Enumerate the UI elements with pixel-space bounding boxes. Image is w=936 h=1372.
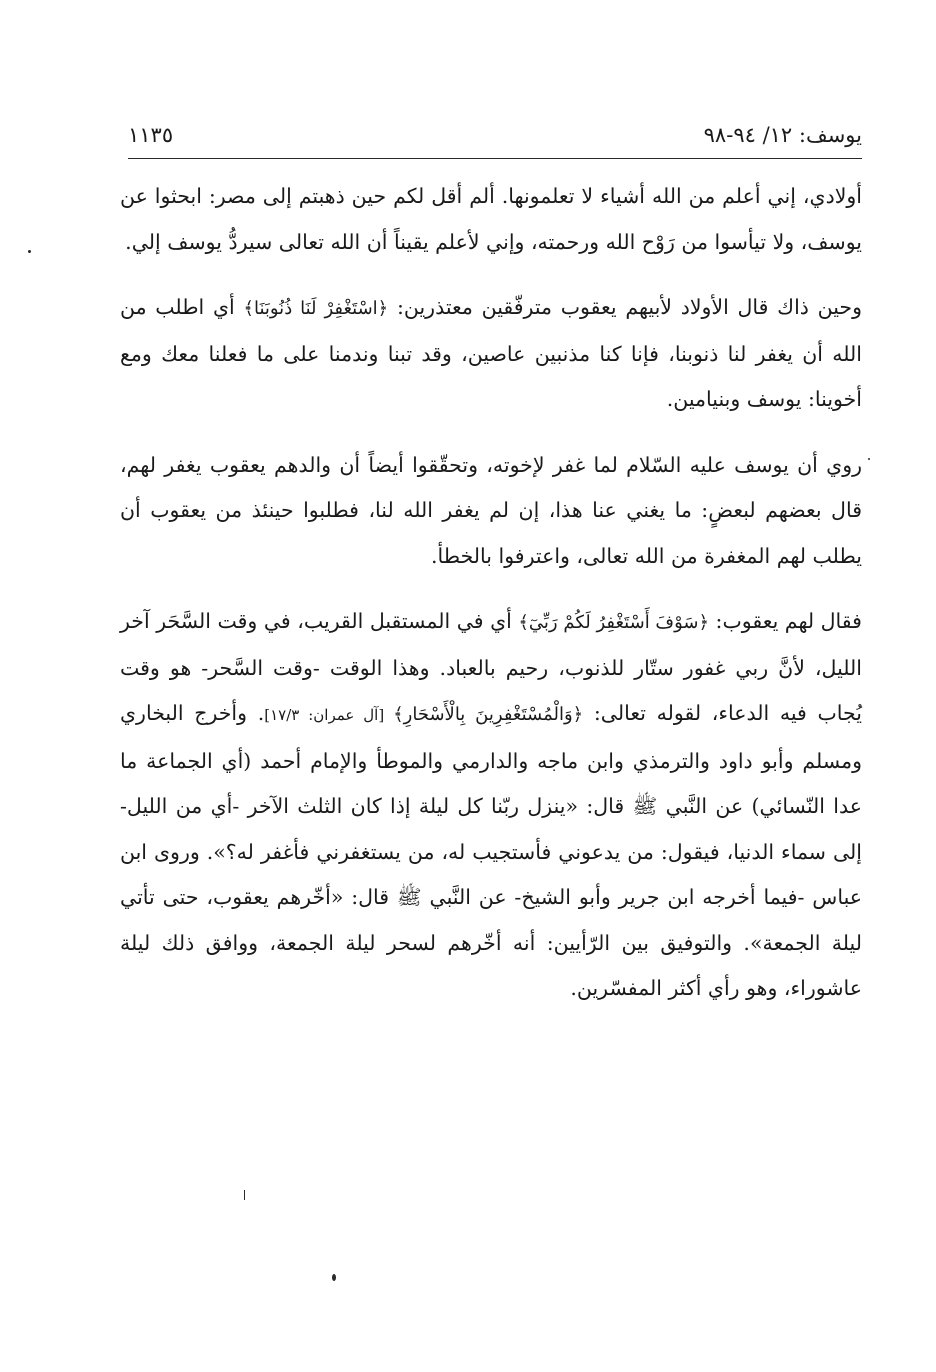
page-number: ١١٣٥ — [128, 123, 174, 147]
paragraph-text: . وأخرج البخاري ومسلم وأبو داود والترمذي وابن ماجه والدارمي والموطأ والإمام أحمد (أي الجماعة ما عدا النّسائي) عن النَّبي ﷺ قال: «ينزل ربّنا كل ليلة إذا كان الثلث الآخر -أي من الليل- إلى سماء الدنيا، فيقول: من يدعوني فأستجيب له، من يستغفرني فأغفر له؟». وروى ابن عباس -فيما أخرجه ابن جرير وأبو الشيخ- عن النَّبي ﷺ قال: «أخّرهم يعقوب، حتى تأتي ليلة الجمعة». والتوفيق بين الرّأيين: أنه أخّرهم لسحر ليلة الجمعة، ووافق ذلك ليلة عاشوراء، وهو رأي أكثر المفسّرين. — [120, 701, 862, 1000]
paragraph — [120, 599, 862, 1012]
quran-verse: ﴿وَالْمُسْتَغْفِرِينَ بِالْأَسْحَارِ﴾ — [393, 704, 584, 725]
scan-speck — [28, 250, 31, 253]
paragraph — [120, 443, 862, 580]
paragraph-text: وحين ذاك قال الأولاد لأبيهم يعقوب مترفّقين معتذرين: — [388, 295, 862, 319]
paragraph — [120, 285, 862, 423]
scan-speck — [868, 458, 870, 460]
header-rule — [128, 158, 862, 159]
page-header — [128, 118, 862, 158]
running-head: يوسف: ١٢/ ٩٤-٩٨ — [703, 123, 862, 147]
scan-speck — [244, 1190, 245, 1200]
paragraph — [120, 174, 862, 265]
paragraph-text: أي في المستقبل القريب، في وقت السَّحَر آخر الليل، لأنَّ ربي غفور ستّار للذنوب، رحيم بالعباد. وهذا الوقت -وقت السَّحر- هو وقت يُجاب فيه الدعاء، لقوله تعالى: — [120, 609, 862, 725]
paragraph-text: أولادي، إني أعلم من الله أشياء لا تعلمونها. ألم أقل لكم حين ذهبتم إلى مصر: ابحثوا عن يوسف، ولا تيأسوا من رَوْح الله ورحمته، وإني لأعلم يقيناً أن الله تعالى سيردُّ يوسف إلي. — [120, 184, 862, 254]
scan-speck — [332, 1274, 336, 1281]
paragraph-text: روي أن يوسف عليه السّلام لما غفر لإخوته، وتحقّقوا أيضاً أن والدهم يعقوب يغفر لهم، قال بعضهم لبعضٍ: ما يغني عنا هذا، إن لم يغفر الله لنا، فطلبوا حينئذ من يعقوب أن يطلب لهم المغفرة من الله تعالى، واعترفوا بالخطأ. — [120, 452, 862, 568]
body-text — [120, 174, 862, 1012]
paragraph-text: أي اطلب من الله أن يغفر لنا ذنوبنا، فإنا كنا مذنبين عاصين، وقد تبنا وندمنا على ما فعلنا معك ومع أخوينا: يوسف وبنيامين. — [120, 295, 862, 411]
quran-verse: ﴿اسْتَغْفِرْ لَنَا ذُنُوبَنَا﴾ — [243, 298, 389, 319]
quran-verse: ﴿سَوْفَ أَسْتَغْفِرُ لَكُمْ رَبِّيٓ﴾ — [518, 612, 710, 633]
verse-citation: [آل عمران: ١٧/٣] — [264, 706, 394, 724]
paragraph-text: فقال لهم يعقوب: — [709, 609, 862, 633]
